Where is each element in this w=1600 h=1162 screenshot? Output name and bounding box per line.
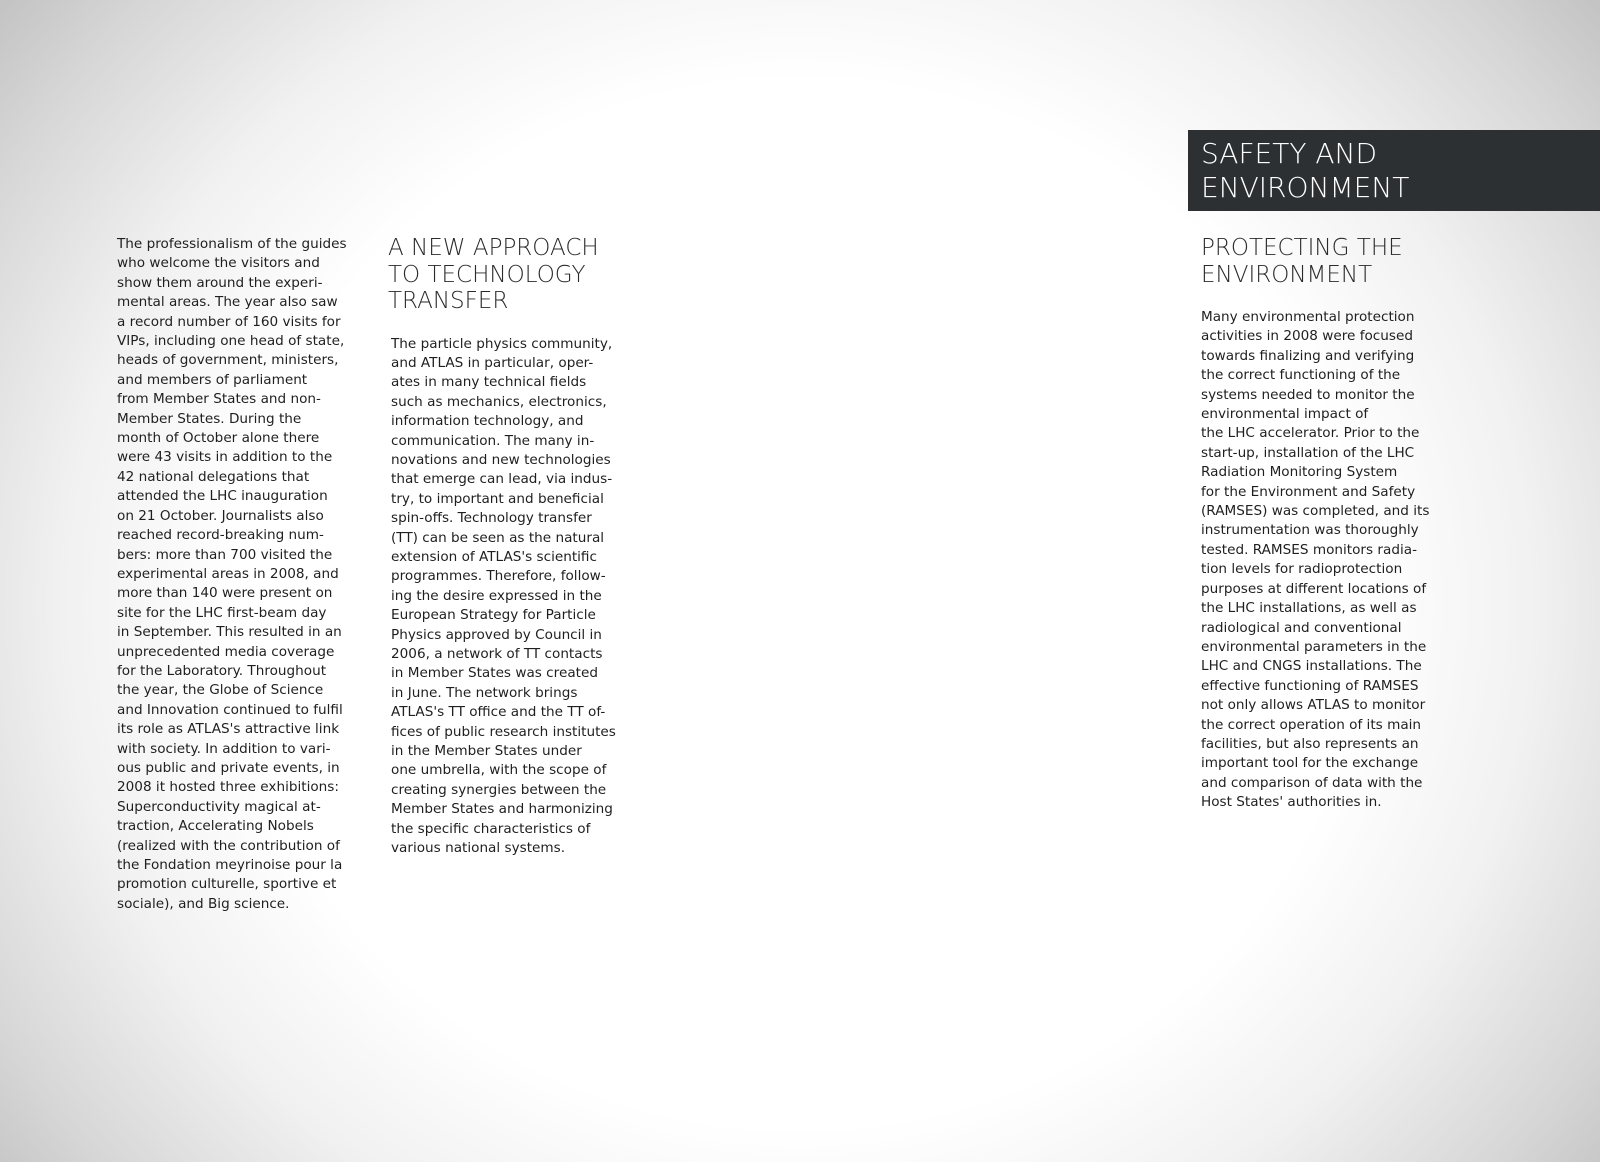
left-column-1 <box>117 235 362 914</box>
protecting-environment-paragraph: Many environmental protection activities in 2008 were focused towards finalizing and verifying the correct functioning of the systems needed to monitor the environmental impact of the LHC accelerator. Prior to the start-up, installation of the LHC Radiation Monitoring System for the Environment and Safety (RAMSES) was completed, and its instrumentation was thoroughly tested. RAMSES monitors radia- tion levels for radioprotection purposes at different locations of the LHC installations, as well as radiological and conventional environmental parameters in the LHC and CNGS installations. The effective functioning of RAMSES not only allows ATLAS to monitor the correct operation of its main facilities, but also represents an important tool for the exchange and comparison of data with the Host States' authorities in. <box>1201 309 1430 811</box>
section-title-banner <box>1188 130 1600 211</box>
technology-transfer-paragraph: The particle physics community, and ATLAS in particular, oper- ates in many technical fields such as mechanics, electronics, information technology, and communication. The many in- novations and new technologies that emerge can lead, via indus- try, to important and beneficial spin-offs. Technology transfer (TT) can be seen as the natural extension of ATLAS's scientific programmes. Therefore, follow- ing the desire expressed in the European Strategy for Particle Physics approved by Council in 2006, a network of TT contacts in Member States was created in June. The network brings ATLAS's TT office and the TT of- fices of public research institutes in the Member States under one umbrella, with the scope of creating synergies between the Member States and harmonizing the specific characteristics of various national systems. <box>391 335 616 857</box>
section-title: SAFETY AND ENVIRONMENT <box>1201 137 1410 204</box>
right-column-1 <box>1201 235 1456 813</box>
left-column-2 <box>388 235 636 858</box>
technology-transfer-heading: A NEW APPROACH TO TECHNOLOGY TRANSFER <box>388 235 599 314</box>
protecting-environment-heading: PROTECTING THE ENVIRONMENT <box>1201 235 1403 288</box>
visitors-paragraph: The professionalism of the guides who welcome the visitors and show them around the experi- mental areas. The year also saw a record number of 160 visits for VIPs, including one head of state, heads of government, ministers, and members of parliament from Member States and non- Member States. During the month of October alone there were 43 visits in addition to the 42 national delegations that attended the LHC inauguration on 21 October. Journalists also reached record-breaking num- bers: more than 700 visited the experimental areas in 2008, and more than 140 were present on site for the LHC first-beam day in September. This resulted in an unprecedented media coverage for the Laboratory. Throughout the year, the Globe of Science and Innovation continued to fulfil its role as ATLAS's attractive link with society. In addition to vari- ous public and private events, in 2008 it hosted three exhibitions: Superconductivity magical at- traction, Accelerating Nobels (realized with the contribution of the Fondation meyrinoise pour la promotion culturelle, sportive et sociale), and Big science. <box>117 236 347 912</box>
